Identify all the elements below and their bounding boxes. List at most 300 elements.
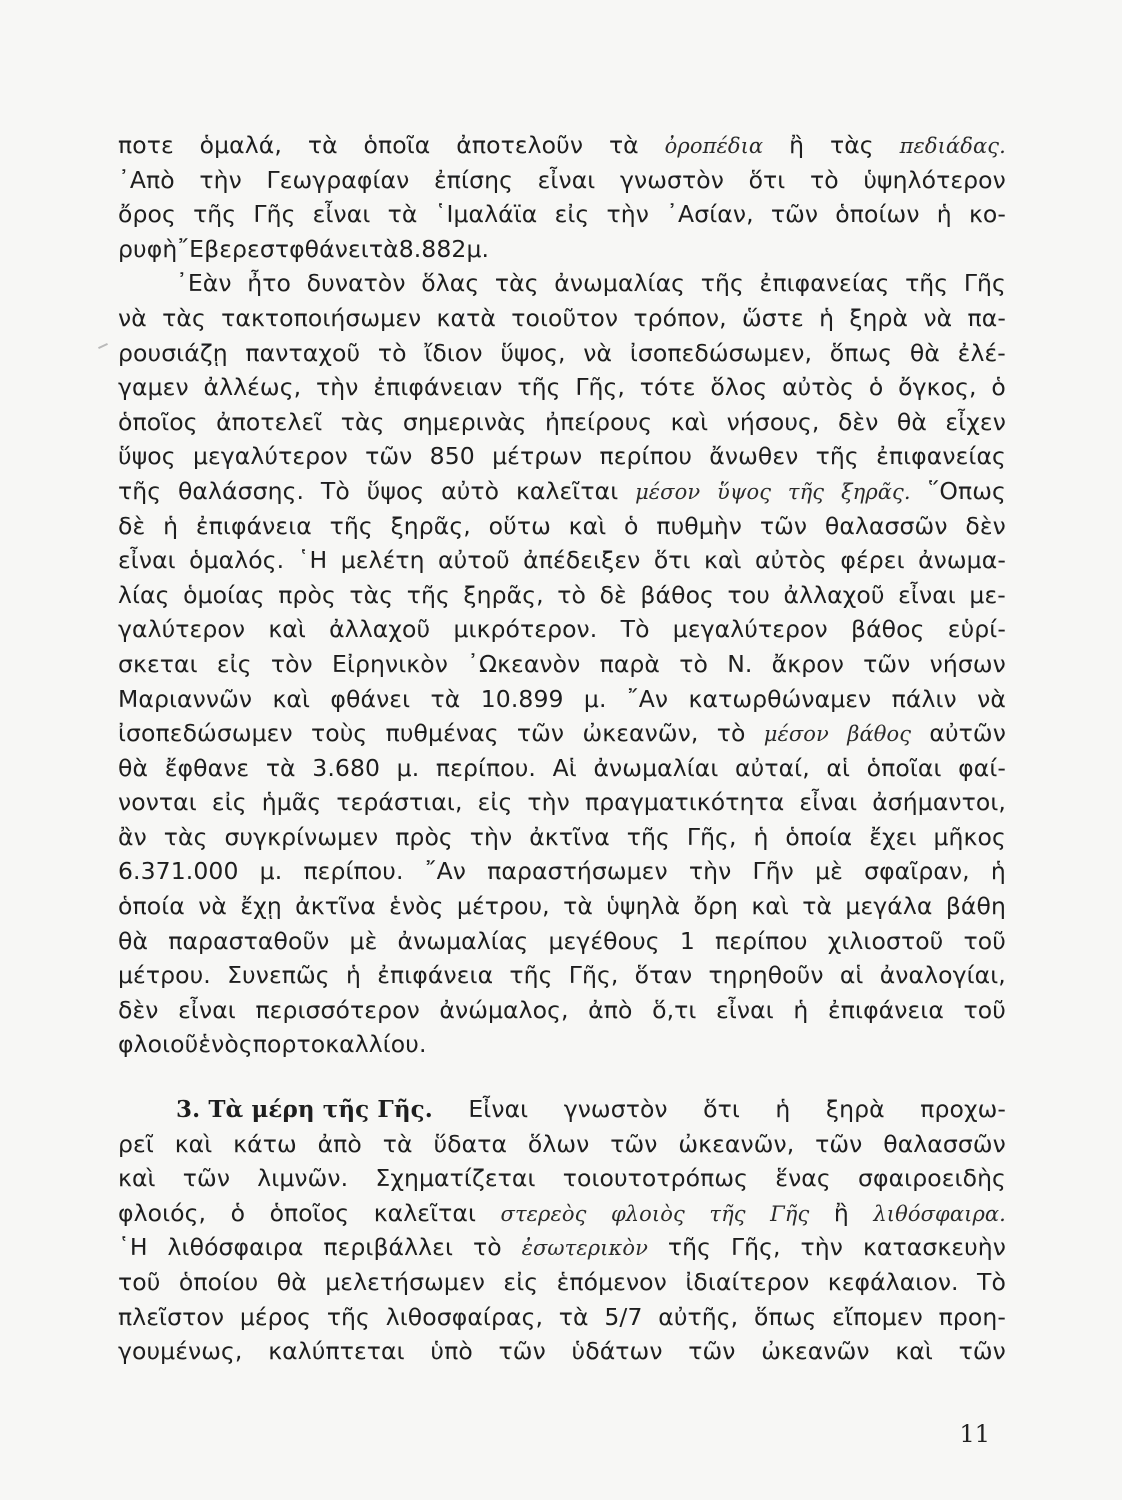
word: τὰς (349, 580, 394, 609)
word: τὰ (265, 753, 296, 782)
word: ὕψος (366, 476, 425, 505)
word: βάθος (847, 722, 912, 747)
word: τὰ (387, 200, 418, 229)
word: τεράστιαι, (336, 788, 463, 817)
word: πεδιάδας. (899, 134, 1006, 158)
word: κεφάλαιον. (827, 1268, 959, 1296)
word: ἔφθανε (164, 753, 250, 782)
word: 3.680 (312, 753, 381, 782)
text-line (118, 682, 1006, 717)
word: τὰ (608, 131, 639, 159)
text-line (118, 370, 1006, 405)
text-line (118, 128, 1006, 163)
word: ἦτο (247, 269, 292, 298)
word: ὁμοίας (183, 580, 265, 609)
text-line (118, 924, 1006, 959)
word: εἶναι (716, 995, 774, 1024)
word: ὁποία (785, 822, 853, 851)
word: καὶ (268, 615, 306, 644)
word: τὰ (802, 892, 833, 921)
text-line (118, 889, 1006, 924)
word: προη- (938, 1302, 1006, 1331)
word: τὴν (527, 788, 570, 817)
word: εἰς (216, 649, 252, 678)
paragraph-2 (118, 266, 1006, 1062)
word: ὑψηλὰ (606, 892, 681, 921)
word: 8.882 (398, 234, 467, 263)
word: ἐπιφανείας (876, 442, 1006, 471)
word: καὶ (118, 1164, 156, 1193)
word: ἡ (753, 822, 769, 851)
word: δὲν (965, 511, 1006, 540)
word: ὅ,τι (652, 995, 697, 1024)
text-line (118, 1265, 1006, 1300)
word: φλοιοῦ (118, 1030, 199, 1059)
word: ἡ (163, 511, 179, 540)
text-line (118, 266, 1006, 301)
word: Εἶναι (468, 1095, 529, 1124)
word: εἰς (554, 200, 590, 229)
word: καὶ (174, 1129, 213, 1158)
word: πρὸς (278, 580, 336, 609)
word: τὰ (382, 1129, 413, 1158)
word: λιθόσφαιρα. (873, 1201, 1006, 1226)
word: θὰ (896, 407, 927, 436)
word: μέσον (763, 722, 829, 747)
word: Σχηματίζεται (375, 1164, 536, 1193)
text-line (118, 474, 1006, 509)
word: νὰ (583, 338, 613, 367)
word: τὸν (270, 649, 313, 678)
word: ὅλων (527, 1129, 590, 1158)
word: μεγαλύτερον (192, 442, 348, 471)
word: τὴν (606, 200, 649, 229)
word: σφαῖραν, (864, 857, 970, 886)
word: ῾Ιμαλάϊα (434, 200, 538, 229)
word: μελέτη (340, 546, 425, 575)
section-3-first-line (118, 1092, 1006, 1127)
word: Τὸ (977, 1268, 1006, 1296)
word: περίπου (715, 926, 808, 955)
word: ἀνωμαλίας (397, 926, 529, 955)
word: σκεται (118, 649, 198, 678)
word: αὐτὸ (441, 476, 500, 505)
word: ῎Αν (424, 857, 466, 886)
word: τῆς (700, 269, 744, 298)
section-3 (118, 1092, 1006, 1369)
word: τῶν (759, 511, 808, 540)
word: πορτοκαλλίου. (252, 1030, 427, 1059)
word: θαλασσῶν (883, 1129, 1006, 1158)
word: ἀπὸ (588, 995, 633, 1024)
word: καὶ (895, 1337, 933, 1366)
text-line (118, 647, 1006, 682)
word: καὶ (272, 684, 311, 713)
word: ὄρος (118, 200, 176, 229)
word: Εἰρηνικὸν (332, 649, 448, 678)
word: ἀνώμαλος, (439, 995, 569, 1024)
text-line (118, 232, 1006, 267)
text-line (118, 543, 1006, 578)
word: ἀνωμα- (918, 546, 1006, 575)
word: εἶχεν (945, 407, 1006, 436)
word: μεγέθους (548, 926, 660, 955)
word: τὸ (557, 580, 586, 609)
word: μέσον (635, 479, 701, 504)
word: ὁποίου (178, 1268, 259, 1296)
word: κατασκευὴν (862, 1233, 1006, 1262)
word: ἀσήμαντοι, (872, 788, 1006, 817)
word: ἀλλαχοῦ (329, 615, 431, 644)
word: περίπου (599, 442, 693, 471)
word: πραγματικότητα (584, 788, 785, 817)
word: ἠπείρους (544, 407, 653, 436)
word: περίπου. (435, 753, 537, 782)
word: ὀροπέδια (664, 134, 764, 158)
text-line (118, 197, 1006, 232)
word: σφαιροειδὴς (858, 1164, 1006, 1193)
word: μέρος (239, 1302, 312, 1331)
word: τῆς (193, 200, 237, 229)
word: περίπου. (303, 857, 404, 886)
word: τῶν (770, 200, 819, 229)
word: τρόπον, (633, 303, 727, 332)
word: εἰς (477, 788, 513, 817)
word: ξηρὰ (825, 1095, 885, 1124)
word: τὸ (679, 649, 708, 678)
word: καλύπτεται (268, 1337, 405, 1366)
word: ἀποτελοῦν (456, 131, 584, 159)
word: Τὸ (620, 615, 650, 644)
word: ὅτι (748, 165, 786, 194)
word: τῆς (118, 476, 162, 505)
word: ὠκεανῶν, (678, 1129, 795, 1158)
word: 6.371.000 (118, 857, 239, 886)
word: 850 (429, 442, 475, 471)
word: πυθμὴν (656, 511, 743, 540)
word: ἰσοπεδώσωμεν, (629, 338, 813, 367)
text-line (118, 958, 1006, 993)
word: καὶ (704, 546, 742, 575)
word: νὰ (977, 684, 1006, 713)
word: θαλασσῶν (824, 511, 948, 540)
text-line (118, 1300, 1006, 1335)
word: ἀλλέως, (203, 373, 302, 402)
word: Τὸ (320, 476, 350, 505)
word: ποτε (118, 131, 174, 159)
word: φαί- (958, 753, 1006, 782)
text-line (118, 785, 1006, 820)
word: αὐταί, (735, 753, 810, 782)
word: μεγάλα (845, 892, 933, 921)
word: τὰ (563, 892, 593, 921)
word: τῶν (516, 719, 565, 748)
word: ἂν (118, 822, 147, 851)
word: ὑψηλότερον (863, 165, 1006, 194)
text-line (118, 993, 1006, 1028)
text-line (118, 336, 1006, 371)
word: παρασταθοῦν (168, 926, 330, 955)
word: καὶ (670, 407, 709, 436)
word: κατὰ (436, 303, 496, 332)
word: Γῆν (752, 857, 794, 886)
word: τῆς (329, 511, 373, 540)
text-line (118, 751, 1006, 786)
text-line (118, 578, 1006, 613)
word: παρὰ (599, 649, 661, 678)
word: Συνεπῶς (227, 961, 330, 990)
word: βάθη (945, 892, 1006, 921)
word: ὥστε (741, 303, 804, 332)
word: ἑνὸς (389, 892, 444, 921)
word: ρουσιάζῃ (118, 338, 228, 367)
word: Γῆς, (575, 373, 625, 402)
margin-mark (98, 343, 108, 349)
word: συγκρίνωμεν (224, 822, 379, 851)
word: φθάνει (330, 684, 411, 713)
word: πυθμένας (385, 719, 499, 748)
word: φλοιός, (118, 1198, 207, 1227)
word: μεγαλύτερον (672, 615, 828, 644)
word: ᾿Ωκεανὸν (467, 649, 581, 678)
word: τὴν (199, 165, 242, 194)
word: εἶναι (312, 200, 371, 229)
text-line (118, 854, 1006, 889)
word: ἡ (990, 857, 1006, 886)
word: ὄρη (693, 892, 738, 921)
text-line (118, 439, 1006, 474)
text-line (118, 716, 1006, 751)
word: με- (969, 580, 1006, 609)
word: ἐπιφάνεια (195, 511, 312, 540)
word: ῞Οπως (927, 476, 1006, 505)
word: Γῆς, (730, 1233, 781, 1262)
word: ὅλος (710, 373, 768, 402)
word: λιθοσφαίρας, (385, 1302, 544, 1331)
word: τότε (639, 373, 696, 402)
word: τὸ (377, 338, 407, 367)
word: πρὸς (395, 822, 453, 851)
word: τηρηθοῦν (708, 961, 824, 990)
word: ὅπως (829, 338, 893, 367)
word: κάτω (233, 1129, 297, 1158)
word: ὕψος (717, 479, 772, 504)
word: καὶ (751, 892, 789, 921)
word: ξηρὰ (849, 303, 909, 332)
word: ἀναλογίαι, (879, 961, 1006, 990)
word: τὸ (472, 1233, 502, 1262)
text-line (118, 1334, 1006, 1369)
word: μ. (583, 684, 607, 713)
word: ἐπιφάνεια (377, 961, 494, 990)
word: μὲ (815, 857, 843, 886)
word: ᾿Απὸ (118, 165, 175, 194)
word: ἔχῃ (240, 892, 282, 921)
word: ἀνωμαλίας (554, 269, 686, 298)
word: τὰ (307, 131, 338, 159)
word: εἰς (503, 1268, 539, 1296)
word: τὸ (809, 165, 839, 194)
word: τοῦ (963, 995, 1006, 1024)
word: αὐτῆς, (658, 1302, 739, 1331)
text-line (118, 1027, 1006, 1062)
word: ἡ (936, 200, 952, 229)
text-line (118, 1196, 1006, 1231)
word: εἰς (211, 788, 247, 817)
word: εἶναι (898, 580, 956, 609)
word: τὴν (800, 1233, 844, 1262)
word: ἑνὸς (198, 1030, 253, 1059)
word: τῆς (709, 1201, 746, 1226)
word: Γῆς, (568, 961, 619, 990)
word: πλεῖστον (118, 1302, 225, 1331)
word: ῎Εβερεστ (177, 234, 290, 263)
word: ὕδατα (433, 1129, 508, 1158)
word: γνωστὸν (619, 165, 724, 194)
word: τὴν (316, 373, 359, 402)
word: ἡ (819, 303, 835, 332)
word: τῆς (509, 961, 553, 990)
word: ὁμαλά, (199, 131, 282, 159)
text-line (118, 301, 1006, 336)
word: ἴδιον (424, 338, 483, 367)
word: μέτρου, (456, 892, 550, 921)
word: ἀλλαχοῦ (783, 580, 885, 609)
word: γνωστὸν (563, 1095, 668, 1124)
word: νήσους, (726, 407, 820, 436)
word: ῾Η (118, 1233, 148, 1262)
word: χιλιοστοῦ (827, 926, 944, 955)
word: τῆς (626, 822, 670, 851)
word: καλεῖται (373, 1198, 477, 1227)
word: φθάνει (289, 234, 369, 263)
word: αὐτῶν (929, 719, 1006, 748)
word: πάλιν (891, 684, 957, 713)
word: μέτρου. (118, 961, 211, 990)
word: τὰς (340, 407, 385, 436)
word: νὰ (198, 892, 228, 921)
word: οὕτω (488, 511, 551, 540)
word: δὲν (837, 407, 879, 436)
word: ἐπιφάνειαν (373, 373, 503, 402)
word: ἔχει (869, 822, 917, 851)
word: ἡμᾶς (261, 788, 322, 817)
word: ἐπίσης (434, 165, 513, 194)
word: ὁποῖος (269, 1198, 350, 1227)
word: τὰ (558, 1302, 589, 1331)
word: τῆς (667, 1233, 712, 1262)
word: νὰ (923, 303, 953, 332)
word: Γῆς, (686, 822, 737, 851)
word: ἄκρον (771, 649, 844, 678)
word: ὁποῖαι (866, 753, 942, 782)
text-line (118, 163, 1006, 198)
word: ῎Αν (626, 684, 669, 713)
word: ὅλας (421, 269, 480, 298)
word: τῆς (406, 580, 450, 609)
word: τὰ (368, 234, 399, 263)
word: μὲ (349, 926, 378, 955)
word: ὅτι (703, 1095, 740, 1124)
word: ρεῖ (118, 1129, 154, 1158)
word: καὶ (568, 511, 607, 540)
word: ὅπως (754, 1302, 817, 1331)
word: εἶναι (537, 165, 596, 194)
word: καλεῖται (515, 476, 619, 505)
word: ἡ (775, 1095, 791, 1124)
word: ἐπιφανείας (759, 269, 890, 298)
word: μῆκος (933, 822, 1006, 851)
word: θὰ (118, 753, 149, 782)
word: ὕψος (118, 442, 176, 471)
word: ξηρᾶς. (840, 479, 911, 504)
word: ξηρᾶς, (390, 511, 471, 540)
word: 5/7 (604, 1302, 643, 1331)
word: τῶν (182, 1164, 231, 1193)
word: τῶν (863, 649, 911, 678)
word: τῶν (958, 1337, 1006, 1366)
word: ἡ (793, 995, 809, 1024)
section-heading: 3. Τὰ μέρη τῆς Γῆς. (176, 1096, 433, 1124)
word: τῆς (815, 442, 859, 471)
word: ᾿Εὰν (176, 269, 232, 298)
word: δὲ (118, 511, 146, 540)
text-line (118, 405, 1006, 440)
text-line (118, 1127, 1006, 1162)
word: τῶν (365, 442, 413, 471)
word: μ. (466, 234, 490, 263)
word: εἶναι (118, 546, 176, 575)
word: γουμένως, (118, 1337, 243, 1366)
text-line (118, 612, 1006, 647)
word: Γῆς (253, 200, 296, 229)
word: λιθόσφαιρα (167, 1233, 304, 1262)
text-line (118, 509, 1006, 544)
word: δυνατὸν (306, 269, 406, 298)
word: μ. (396, 753, 420, 782)
word: ὁποία (118, 892, 185, 921)
word: γαλύτερον (118, 615, 246, 644)
word: τὸ (716, 719, 746, 748)
word: νὰ (118, 303, 147, 332)
word: βάθος (640, 580, 714, 609)
word: τοῦ (118, 1268, 161, 1296)
word: ἕνας (775, 1164, 831, 1193)
word: ὁποῖα (363, 131, 431, 159)
word: ῾Η (297, 546, 328, 575)
word: Γεωγραφίαν (266, 165, 410, 194)
word: τῶν (688, 1337, 736, 1366)
word: ἡ (345, 961, 361, 990)
word: μελετήσωμεν (325, 1268, 485, 1296)
word: τῆς (517, 373, 561, 402)
word: εἶναι (178, 995, 236, 1024)
text-line (118, 820, 1006, 855)
word: Γῆς (963, 269, 1006, 298)
word: τοιοῦτον (511, 303, 619, 332)
word: τὰς (162, 303, 206, 332)
word: θὰ (118, 926, 149, 955)
word: μικρότερον. (453, 615, 598, 644)
word: περισσότερον (255, 995, 420, 1024)
word: ὁ (624, 511, 639, 540)
word: τῶν (610, 1129, 658, 1158)
word: τοὺς (310, 719, 368, 748)
word: κο- (968, 200, 1006, 229)
word: νήσων (929, 649, 1006, 678)
word: ἄνωθεν (709, 442, 799, 471)
word: τῆς (787, 479, 825, 504)
